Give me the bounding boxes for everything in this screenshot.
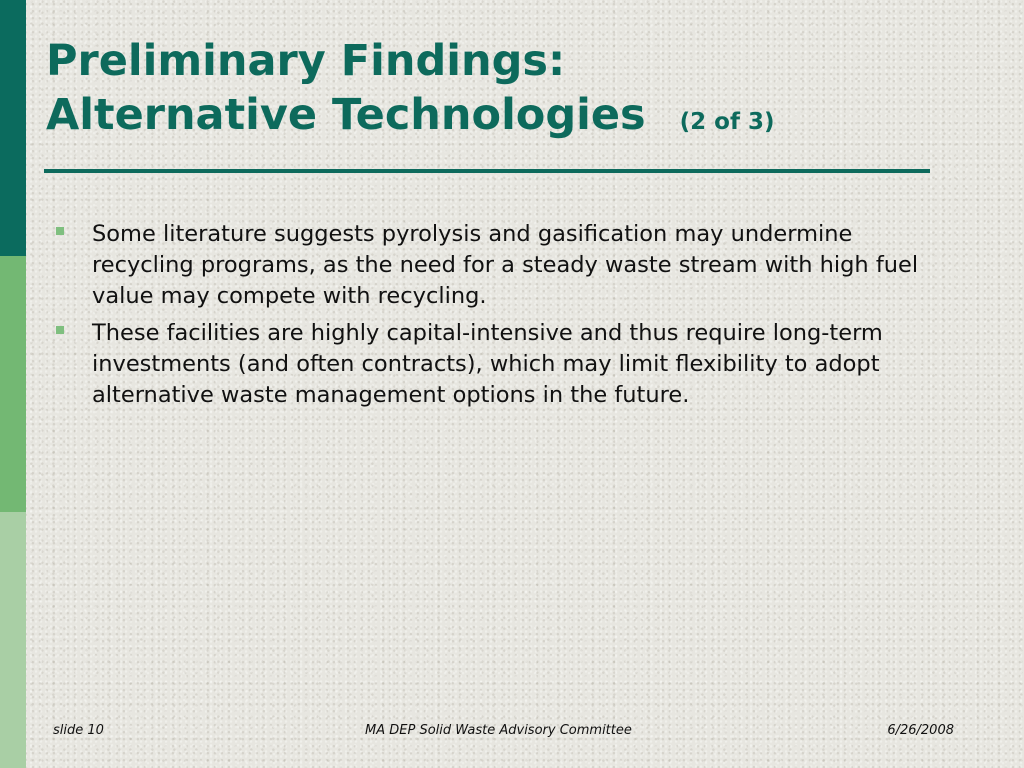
slide-title [46, 34, 946, 149]
footer-slide-number: slide 10 [53, 723, 104, 738]
bullet-list [56, 219, 956, 417]
footer-organization: MA DEP Solid Waste Advisory Committee [365, 723, 632, 738]
bullet-item [56, 318, 956, 411]
side-bar-top [0, 0, 26, 256]
side-bar-bottom [0, 512, 26, 768]
bullet-item [56, 219, 956, 312]
footer-date: 6/26/2008 [887, 723, 954, 738]
square-bullet-icon [56, 326, 64, 334]
title-line-2 [46, 88, 946, 149]
title-line-1: Preliminary Findings: [46, 36, 566, 86]
side-bar-middle [0, 256, 26, 512]
square-bullet-icon [56, 227, 64, 235]
title-underline [44, 169, 930, 173]
bullet-text: These facilities are highly capital-intensive and thus require long-term investments (and often contracts), which may limit flexibility to adopt alternative waste management options in the future. [92, 320, 883, 408]
title-line-2-text: Alternative Technologies [46, 90, 646, 140]
title-slide-count: (2 of 3) [679, 109, 775, 135]
bullet-text: Some literature suggests pyrolysis and gasification may undermine recycling programs, as the need for a steady waste stream with high fuel value may compete with recycling. [92, 221, 919, 309]
